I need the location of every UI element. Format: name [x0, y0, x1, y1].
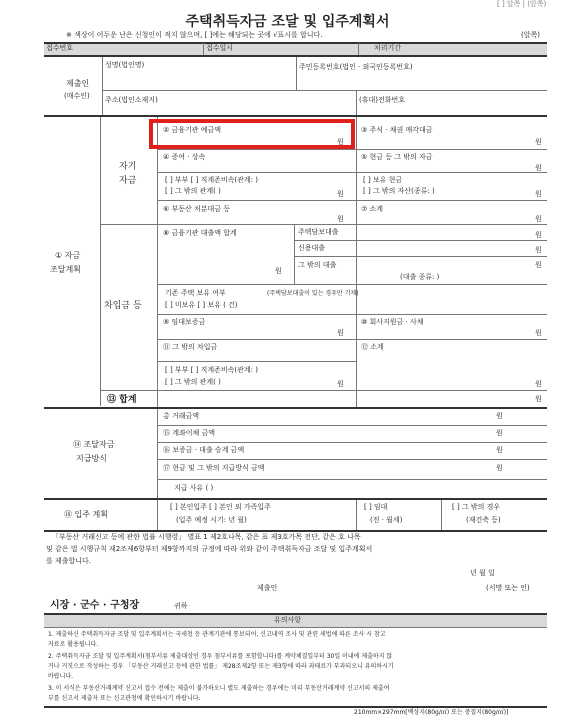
residence-option-self: [ ] 본인입주 [ ] 본인 외 가족입주	[170, 503, 271, 511]
deposit-label: ② 금융기관 예금액	[163, 126, 222, 134]
note-1a: 1. 제출하신 주택취득자금 조달 및 입주계획서는 국세청 등 관계기관에 통보되어, 신고내역 조사 및 관련 세법에 따른 조사 시 참고	[48, 631, 386, 638]
note-2b: 거나 거짓으로 작성하는 경우 「부동산 거래신고 등에 관한 법률」 제28조제2항 또는 제3항에 따라 과태료가 부과되오니 유의하시기	[48, 663, 394, 670]
own-funds-label: 자기	[119, 162, 137, 172]
processing-period-label: 처리기간	[374, 44, 402, 52]
cash-other-unit: 원	[496, 464, 503, 472]
gift-unit: 원	[337, 190, 344, 198]
submitter-label: 제출인	[66, 79, 90, 88]
receipt-number-label: 접수번호	[46, 44, 74, 52]
payment-reason-label: 지급 사유 ( )	[174, 484, 214, 492]
phone-label: (휴대)전화번호	[359, 96, 406, 104]
gift-label: ④ 증여 · 상속	[163, 153, 206, 161]
loan-type-label: (대출 종류: )	[400, 273, 440, 281]
own-funds-label-2: 자금	[119, 176, 137, 186]
borrowed-label: 차입금 등	[104, 301, 142, 311]
note-2c: 바랍니다.	[48, 673, 74, 680]
residence-option-other: [ ] 그 밖의 경우	[452, 503, 501, 511]
cash-opt-unit: 원	[535, 190, 542, 198]
loans-total-unit: 원	[275, 267, 282, 275]
stocks-label: ③ 주식 · 채권 매각대금	[361, 126, 433, 134]
residence-option-lease-sub: (전 · 월세)	[370, 516, 403, 524]
mortgage-unit: 원	[535, 231, 542, 239]
note-3a: 3. 이 서식은 부동산거래계약 신고서 접수 전에는 제출이 불가하오니 별도 제출하는 경우에는 미리 부동산거래계약 신고서의 제출여	[48, 685, 390, 692]
own-subtotal-label: ⑦ 소계	[361, 205, 384, 213]
other-loan-label: 그 밖의 대출	[298, 261, 337, 269]
credit-unit: 원	[535, 246, 542, 254]
own-subtotal-unit: 원	[535, 215, 542, 223]
instructions: ※ 색상이 어두운 난은 신청인이 적지 않으며, [ ]에는 해당되는 곳에 √표시를 합니다.	[66, 31, 323, 39]
credit-label: 신용대출	[298, 244, 326, 252]
deposit-unit: 원	[337, 138, 344, 146]
address-label: 주소(법인소재지)	[105, 96, 158, 104]
real-estate-label: ⑥ 부동산 처분대금 등	[163, 205, 231, 213]
other-borrowing-option-2: [ ] 그 밖의 관계( )	[165, 378, 221, 386]
existing-housing-note: (주택담보대출이 있는 경우만 기재)	[267, 290, 359, 297]
lease-deposit-unit: 원	[337, 329, 344, 337]
total-amount-label: 총 거래금액	[163, 412, 200, 420]
highlight-box	[149, 119, 355, 149]
existing-housing-options: [ ] 미보유 [ ] 보유 ( 건)	[165, 301, 238, 309]
stocks-unit: 원	[535, 138, 542, 146]
cash-unit: 원	[535, 164, 542, 172]
top-note-fragment: [ ] 앞쪽 | (앞쪽)	[497, 0, 547, 8]
funding-section-label: ① 자금	[55, 251, 81, 260]
declaration-date: 년 월 일	[470, 569, 495, 577]
other-loan-unit: 원	[535, 261, 542, 269]
total-amount-unit: 원	[496, 412, 503, 420]
company-support-unit: 원	[535, 329, 542, 337]
cash-option-2: [ ] 그 밖의 자산(종류: )	[363, 187, 435, 195]
page-side-label: (앞쪽)	[521, 31, 540, 39]
residence-option-self-sub: (입주 예정 시기: 년 월)	[176, 516, 247, 524]
cash-label: ⑤ 현금 등 그 밖의 자금	[361, 153, 433, 161]
borrow-subtotal-label: ⑫ 소계	[361, 343, 384, 351]
succession-unit: 원	[496, 446, 503, 454]
page-title: 주택취득자금 조달 및 입주계획서	[185, 14, 390, 30]
submitter-sublabel: (매수인)	[64, 92, 90, 100]
receipt-row	[44, 43, 547, 55]
other-borrowing-unit: 원	[337, 380, 344, 388]
other-borrowing-label: ⑪ 그 밖의 차입금	[163, 343, 218, 351]
declaration-submitter: 제출인	[257, 584, 278, 592]
transfer-label: ⑮ 계좌이체 금액	[163, 429, 216, 437]
gift-option-1: [ ] 부부 [ ] 직계존비속(관계: )	[165, 176, 258, 184]
payment-section-label-2: 지급방식	[76, 454, 107, 463]
residence-option-other-sub: (재건축 등)	[466, 516, 501, 524]
addressee-suffix: 귀하	[174, 602, 188, 610]
existing-housing-label: 기존 주택 보유 여부	[165, 289, 226, 297]
company-support-label: ⑩ 회사지원금 · 사채	[361, 318, 424, 326]
addressee: 시장 · 군수 · 구청장	[50, 600, 140, 611]
funding-section-label-2: 조달계획	[50, 265, 81, 274]
residence-option-lease: [ ] 임대	[364, 503, 388, 511]
total-unit: 원	[535, 395, 542, 403]
lease-deposit-label: ⑨ 임대보증금	[163, 318, 206, 326]
signature-label: (서명 또는 인)	[486, 584, 530, 592]
cash-option-1: [ ] 보유 현금	[363, 176, 403, 184]
declaration-line-2: 및 같은 법 시행규칙 제2조제6항부터 제9항까지의 규정에 따라 위와 같이 주택취득자금 조달 및 입주계획서	[46, 545, 373, 553]
other-borrowing-option-1: [ ] 부부 [ ] 직계존비속(관계: )	[165, 366, 258, 374]
gift-option-2: [ ] 그 밖의 관계( )	[165, 187, 221, 195]
cash-other-label: ⑰ 현금 및 그 밖의 지급방식 금액	[163, 464, 265, 472]
real-estate-unit: 원	[337, 215, 344, 223]
declaration-line-3: 를 제출합니다.	[46, 557, 92, 565]
declaration-line-1: 「부동산 거래신고 등에 관한 법률 시행령」 별표 1 제2호나목, 같은 표 제3호가목 전단, 같은 호 나목	[52, 533, 361, 541]
loans-total-label: ⑧ 금융기관 대출액 합계	[163, 229, 237, 237]
notes-header: 유의사항	[273, 616, 302, 624]
mortgage-label: 주택담보대출	[298, 228, 339, 236]
total-label: ⑬ 합계	[107, 395, 137, 405]
paper-spec: 210mm×297mm[백상지(80g/㎡) 또는 중질지(80g/㎡)]	[354, 709, 509, 716]
id-number-label: 주민등록번호(법인 · 외국인등록번호)	[299, 63, 413, 71]
residence-plan-label: ⑱ 입주 계획	[64, 510, 108, 519]
name-label: 성명(법인명)	[105, 61, 145, 69]
transfer-unit: 원	[496, 429, 503, 437]
note-3b: 부를 신고서 제출자 또는 신고관청에 확인하시기 바랍니다.	[48, 695, 201, 702]
note-2a: 2. 주택취득자금 조달 및 입주계획서(첨부서류 제출대상인 경우 첨부서류를 포함합니다)를 계약체결일부터 30일 이내에 제출하지 않	[48, 653, 393, 660]
note-1b: 자료로 활용됩니다.	[48, 641, 99, 648]
succession-label: ⑯ 보증금 · 대출 승계 금액	[163, 446, 245, 454]
receipt-date-label: 접수일시	[206, 44, 234, 52]
borrow-subtotal-unit: 원	[535, 380, 542, 388]
payment-section-label: ⑭ 조달자금	[73, 440, 115, 449]
